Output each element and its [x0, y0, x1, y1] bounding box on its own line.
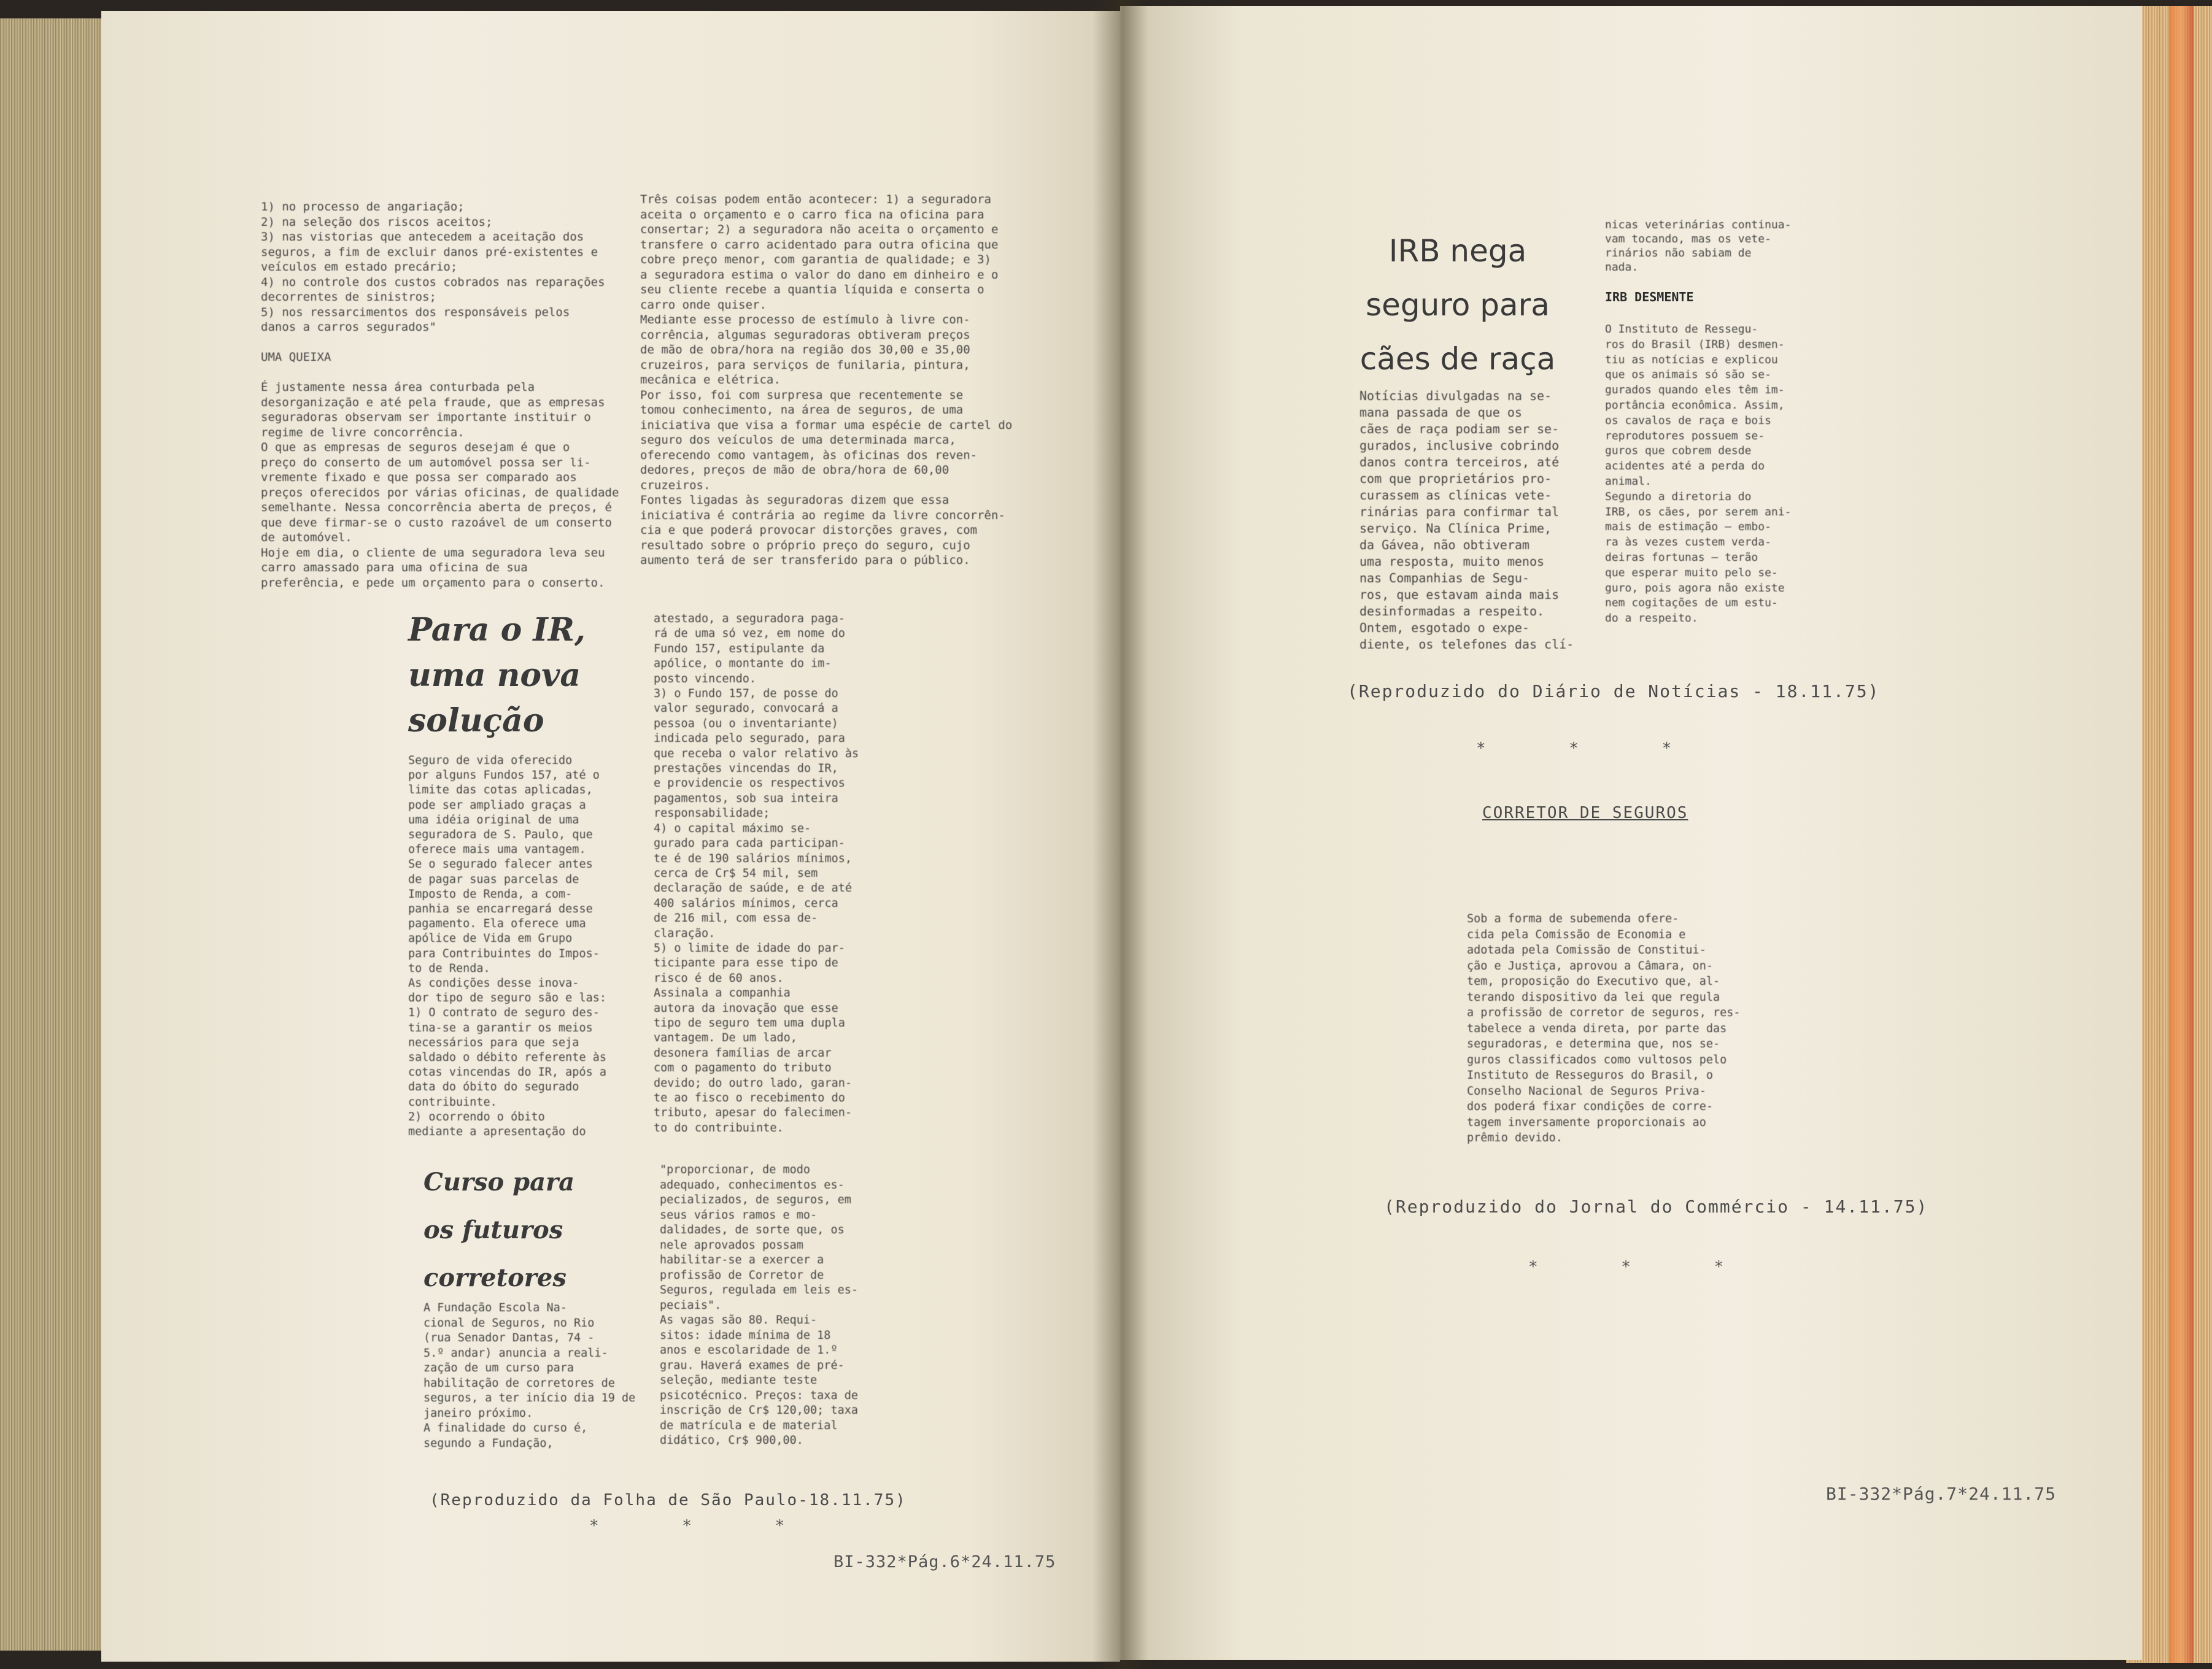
text-line: peciais". — [660, 1298, 722, 1312]
text-line: Por isso, foi com surpresa que recentemente se — [640, 388, 964, 402]
text-line: mecânica e elétrica. — [640, 373, 781, 387]
text-line: panhia se encarregará desse — [408, 903, 593, 916]
text-line: Mediante esse processo de estímulo à livre con- — [640, 313, 970, 326]
text-line: pode ser ampliado graças a — [408, 798, 586, 812]
text-line: de matrícula e de material — [660, 1419, 838, 1432]
text-line: reprodutores possuem se- — [1605, 429, 1765, 442]
text-line: saldado o débito referente às — [408, 1051, 607, 1065]
ir-heading-line-1: Para o IR, — [408, 611, 586, 649]
text-line: didático, Cr$ 900,00. — [660, 1434, 803, 1447]
text-line: Fundo 157, estipulante da — [654, 642, 825, 655]
book-gutter — [1092, 0, 1148, 1669]
text-line: tagem inversamente proporcionais ao — [1467, 1116, 1706, 1129]
text-line: 4) o capital máximo se- — [654, 822, 811, 835]
text-line: oferece mais uma vantagem. — [408, 843, 586, 857]
text-line: iniciativa que visa a formar uma espécie de cartel do — [640, 418, 1013, 432]
text-line: IRB, os cães, por serem ani- — [1605, 505, 1792, 518]
text-line: autora da inovação que esse — [654, 1001, 838, 1015]
text-line: Hoje em dia, o cliente de uma seguradora leva seu — [261, 545, 605, 560]
text-line: curassem as clínicas vete- — [1359, 488, 1552, 503]
left-page-edges — [0, 18, 104, 1651]
text-line: pecializados, de seguros, em — [660, 1193, 851, 1206]
curso-clipping-col1 — [423, 1301, 638, 1451]
text-line: pagamentos, sob sua inteira — [654, 792, 838, 805]
irb-desmente-subhead: IRB DESMENTE — [1605, 290, 1694, 304]
text-line: aceita o orçamento e o carro fica na oficina para — [640, 207, 984, 222]
text-line: rinários não sabiam de — [1605, 247, 1752, 260]
text-line: da Gávea, não obtiveram — [1359, 538, 1529, 552]
text-line: os cavalos de raça e bois — [1605, 414, 1771, 427]
text-line: indicada pelo segurado, para — [654, 732, 845, 746]
text-line: vremente fixado e que possa ser comparado aos — [261, 471, 577, 484]
text-line: 3) nas vistorias que antecedem a aceitação dos — [261, 230, 584, 244]
text-line: mana passada de que os — [1359, 405, 1522, 420]
text-line: portância econômica. Assim, — [1605, 398, 1785, 412]
text-line: 5.º andar) anuncia a reali- — [423, 1346, 608, 1360]
text-line: contribuinte. — [408, 1095, 497, 1109]
text-line: Fontes ligadas às seguradoras dizem que essa — [640, 493, 949, 507]
text-line: O Instituto de Ressegu- — [1605, 323, 1758, 336]
ir-clipping-col2 — [654, 612, 878, 1136]
text-line: de 216 mil, com essa de- — [654, 912, 818, 925]
text-line: Três coisas podem então acontecer: 1) a seguradora — [640, 193, 991, 206]
text-line: seleção, mediante teste — [660, 1374, 818, 1387]
text-line: Notícias divulgadas na se- — [1359, 388, 1552, 403]
text-line: terando dispositivo da lei que regula — [1467, 990, 1720, 1004]
text-line: 4) no controle dos custos cobrados nas reparações — [261, 275, 605, 289]
text-line: preço do conserto de um automóvel possa ser li- — [261, 455, 591, 469]
text-line: que deve firmar-se o custo razoável de um conserto — [261, 515, 612, 530]
text-line: profissão de Corretor de — [660, 1268, 824, 1282]
text-line: a profissão de corretor de seguros, res- — [1467, 1006, 1741, 1019]
text-line: Sob a forma de subemenda ofere- — [1467, 912, 1679, 925]
text-line: consertar; 2) a seguradora não aceita o orçamento e — [640, 223, 999, 236]
text-line: tem, proposição do Executivo que, al- — [1467, 975, 1720, 988]
text-line: 400 salários mínimos, cerca — [654, 896, 838, 910]
text-line: seguro dos veículos de uma determinada marca, — [640, 433, 956, 447]
text-line: rá de uma só vez, em nome do — [654, 627, 845, 641]
text-line: gurados, inclusive cobrindo — [1359, 438, 1560, 453]
text-line: segundo a Fundação, — [423, 1436, 554, 1450]
text-line: 1) no processo de angariação; — [261, 200, 465, 214]
curso-clipping-col2 — [660, 1163, 875, 1449]
text-line: que esperar muito pelo se- — [1605, 566, 1778, 579]
text-line: de automóvel. — [261, 531, 352, 544]
text-line: guros que cobrem desde — [1605, 444, 1752, 458]
text-line: com que proprietários pro- — [1359, 471, 1552, 486]
text-line: devido; do outro lado, garan- — [654, 1076, 853, 1090]
text-line: seus vários ramos e mo- — [660, 1208, 818, 1222]
text-line: Se o segurado falecer antes — [408, 858, 593, 871]
ir-clipping-heading — [408, 607, 605, 744]
irb-heading-line-1: IRB nega — [1388, 233, 1527, 269]
corretor-clipping-body — [1467, 911, 1749, 1146]
text-line: Seguros, regulada em leis es- — [660, 1284, 859, 1297]
text-line: ticipante para esse tipo de — [654, 957, 838, 970]
right-source-caption-1: (Reproduzido do Diário de Notícias - 18.11.75) — [1347, 681, 1880, 701]
text-line: ção e Justiça, aprovou a Câmara, on- — [1467, 959, 1713, 973]
text-line: adotada pela Comissão de Constitui- — [1467, 944, 1706, 957]
text-line: seguros, a ter início dia 19 de — [423, 1392, 636, 1405]
text-line: desorganização e até pela fraude, que as empresas — [261, 395, 605, 409]
text-line: janeiro próximo. — [423, 1406, 533, 1420]
text-line: O que as empresas de seguros desejam é que o — [261, 441, 570, 454]
irb-clipping-col1 — [1359, 388, 1587, 653]
text-line: te é de 190 salários mínimos, — [654, 852, 853, 865]
text-line: Instituto de Resseguros do Brasil, o — [1467, 1069, 1713, 1082]
text-line: grau. Haverá exames de pré- — [660, 1359, 845, 1372]
text-line: nicas veterinárias continua- — [1605, 218, 1792, 231]
text-line: seguradoras, e determina que, nos se- — [1467, 1038, 1720, 1050]
text-line: dalidades, de sorte que, os — [660, 1224, 845, 1236]
curso-clipping-heading — [423, 1158, 620, 1302]
text-line: responsabilidade; — [654, 807, 770, 820]
text-line: ros, que estavam ainda mais — [1359, 587, 1560, 602]
text-line: uma idéia original de uma — [408, 813, 579, 827]
text-line: tipo de seguro tem uma dupla — [654, 1016, 845, 1030]
text-line: que receba o valor relativo às — [654, 747, 859, 760]
text-line: cional de Seguros, no Rio — [423, 1316, 595, 1330]
text-line: nele aprovados possam — [660, 1238, 803, 1252]
text-line: As vagas são 80. Requi- — [660, 1314, 818, 1327]
ir-clipping-col1 — [408, 754, 623, 1139]
text-line: cruzeiros. — [640, 478, 711, 492]
text-line: prêmio devido. — [1467, 1131, 1563, 1144]
text-line: apólice de Vida em Grupo — [408, 932, 573, 946]
text-line: pagamento. Ela oferece uma — [408, 917, 586, 931]
text-line — [261, 335, 611, 350]
text-line: declaração de saúde, e de até — [654, 882, 853, 895]
left-page-number: BI-332*Pág.6*24.11.75 — [833, 1552, 1056, 1571]
text-line: (rua Senador Dantas, 74 - — [423, 1332, 595, 1344]
text-line: a seguradora estima o valor do dano em dinheiro e o — [640, 268, 999, 282]
text-line: cobre preço menor, com garantia de qualidade; e 3) — [640, 253, 991, 266]
text-line: habilitação de corretores de — [423, 1376, 615, 1390]
text-line: danos contra terceiros, até — [1359, 455, 1560, 469]
text-line: Seguro de vida oferecido — [408, 754, 573, 767]
text-line: gurado para cada participan- — [654, 837, 845, 850]
text-line: resultado sobre o próprio preço do seguro, cujo — [640, 538, 970, 552]
text-line: vam tocando, mas os vete- — [1605, 233, 1771, 245]
text-line: limite das cotas aplicadas, — [408, 784, 593, 797]
text-line: dos poderá fixar condições de corre- — [1467, 1100, 1713, 1113]
text-line: desinformadas a respeito. — [1359, 604, 1545, 619]
irb-clipping-heading — [1353, 224, 1562, 386]
text-line: preferência, e pede um orçamento para o conserto. — [261, 576, 605, 590]
text-line: regime de livre concorrência. — [261, 425, 465, 439]
text-line: mais de estimação — embo- — [1605, 520, 1771, 534]
text-line: tiu as notícias e explicou — [1605, 353, 1778, 366]
text-line: seguradora de S. Paulo, que — [408, 828, 593, 842]
text-line: cerca de Cr$ 54 mil, sem — [654, 866, 818, 880]
text-line: danos a carros segurados" — [261, 320, 436, 334]
text-line: carro onde quiser. — [640, 298, 767, 312]
text-line: 5) o limite de idade do par- — [654, 941, 845, 955]
text-line: guro, pois agora não existe — [1605, 581, 1785, 595]
text-line: to de Renda. — [408, 962, 490, 975]
right-source-caption-2: (Reproduzido do Jornal do Commércio - 14.11.75) — [1384, 1197, 1928, 1217]
text-line: do a respeito. — [1605, 612, 1698, 625]
text-line: Assinala a companhia — [654, 987, 791, 1000]
text-line: A Fundação Escola Na- — [423, 1301, 567, 1314]
right-separator-stars-2: * * * — [1528, 1258, 1761, 1276]
text-line: cruzeiros, para serviços de funilaria, pintura, — [640, 358, 970, 372]
text-line: decorrentes de sinistros; — [261, 290, 436, 304]
text-line: data do óbito do segurado — [408, 1081, 579, 1094]
text-line: tina-se a garantir os meios — [408, 1021, 593, 1035]
irb-clipping-col2 — [1605, 322, 1808, 626]
text-line: corrência, algumas seguradoras obtiveram preços — [640, 328, 970, 342]
curso-heading-line-1: Curso para — [423, 1168, 574, 1197]
text-line: cia e que poderá provocar distorções graves, com — [640, 523, 978, 537]
text-line: de mão de obra/hora na região dos 30,00 e 35,00 — [640, 343, 970, 357]
text-line: 1) O contrato de seguro des- — [408, 1006, 600, 1020]
text-line: prestações vincendas do IR, — [654, 762, 838, 776]
curso-heading-line-2: os futuros — [423, 1216, 563, 1244]
text-line: 3) o Fundo 157, de posse do — [654, 687, 838, 701]
text-line: cotas vincendas do IR, após a — [408, 1066, 607, 1079]
text-line: seguros, a fim de excluir danos pré-existentes e — [261, 245, 598, 259]
text-line: diente, os telefones das clí- — [1359, 637, 1574, 652]
text-line: vantagem. De um lado, — [654, 1031, 797, 1045]
right-separator-stars-1: * * * — [1476, 739, 1709, 758]
text-line: rinárias para confirmar tal — [1359, 504, 1560, 519]
irb-clipping-col2-top — [1605, 218, 1808, 274]
text-line: 2) na seleção dos riscos aceitos; — [261, 215, 493, 229]
text-line: guros classificados como vultosos pelo — [1467, 1053, 1727, 1066]
text-line: Segundo a diretoria do — [1605, 490, 1752, 503]
irb-heading-line-3: cães de raça — [1359, 341, 1556, 377]
text-line: As condições desse inova- — [408, 977, 579, 990]
text-line: sitos: idade mínima de 18 — [660, 1328, 831, 1342]
text-line: preços oferecidos por várias oficinas, de qualidade — [261, 485, 619, 499]
clipping-top-col1 — [261, 199, 619, 590]
clipping-top-col2 — [640, 192, 1013, 568]
text-line: serviço. Na Clínica Prime, — [1359, 521, 1552, 536]
text-line: tomou conhecimento, na área de seguros, de uma — [640, 403, 964, 417]
text-line: 5) nos ressarcimentos dos responsáveis pelos — [261, 305, 570, 319]
right-page-number: BI-332*Pág.7*24.11.75 — [1826, 1484, 2057, 1504]
text-line: nem cogitações de um estu- — [1605, 596, 1778, 610]
text-line: ra às vezes custem verda- — [1605, 536, 1771, 549]
text-line: nada. — [1605, 261, 1639, 274]
text-line: habilitar-se a exercer a — [660, 1254, 824, 1266]
text-line: uma resposta, muito menos — [1359, 554, 1545, 569]
text-line: desonera famílias de arcar — [654, 1046, 832, 1060]
text-line: ros do Brasil (IRB) desmen- — [1605, 337, 1785, 351]
text-line: oferecendo como vantagem, às oficinas dos reven- — [640, 448, 978, 462]
text-line: aumento terá de ser transferido para o público. — [640, 553, 970, 567]
text-line: risco é de 60 anos. — [654, 971, 784, 985]
text-line: É justamente nessa área conturbada pela — [261, 380, 535, 394]
text-line: animal. — [1605, 474, 1652, 488]
text-line: cães de raça podiam ser se- — [1359, 422, 1560, 436]
text-line: pessoa (ou o inventariante) — [654, 717, 838, 730]
ir-heading-line-3: solução — [408, 702, 544, 739]
text-line: to do contribuinte. — [654, 1121, 784, 1135]
text-line: veículos em estado precário; — [261, 260, 458, 274]
text-line: tributo, apesar do falecimen- — [654, 1106, 853, 1120]
text-line: seu cliente recebe a quantia líquida e conserta o — [640, 283, 984, 296]
text-line: Imposto de Renda, a com- — [408, 887, 573, 901]
text-line: mediante a apresentação do — [408, 1125, 586, 1139]
text-line: necessários para que seja — [408, 1036, 579, 1049]
text-line: por alguns Fundos 157, até o — [408, 769, 600, 782]
text-line: A finalidade do curso é, — [423, 1422, 588, 1435]
text-line: que os animais só são se- — [1605, 368, 1771, 382]
left-separator-stars: * * * — [589, 1517, 822, 1535]
text-line: Conselho Nacional de Seguros Priva- — [1467, 1084, 1706, 1098]
text-line: cida pela Comissão de Economia e — [1467, 928, 1686, 941]
text-line: iniciativa é contrária ao regime da livre concorrên- — [640, 508, 1005, 522]
text-line: anos e escolaridade de 1.º — [660, 1344, 838, 1357]
text-line: claração. — [654, 927, 716, 940]
text-line: de pagar suas parcelas de — [408, 873, 579, 886]
text-line: transfere o carro acidentado para outra oficina que — [640, 237, 999, 252]
text-line: nas Companhias de Segu- — [1359, 571, 1529, 585]
text-line: zação de um curso para — [423, 1362, 574, 1374]
text-line: carro amassado para uma oficina de sua — [261, 561, 528, 574]
text-line: seguradoras observam ser importante instituir o — [261, 411, 591, 424]
text-line: gurados quando eles têm im- — [1605, 384, 1785, 397]
text-line: "proporcionar, de modo — [660, 1163, 811, 1176]
text-line — [261, 365, 611, 380]
left-source-caption: (Reproduzido da Folha de São Paulo-18.11.75) — [430, 1491, 907, 1509]
text-line: dor tipo de seguro são e las: — [408, 992, 607, 1005]
text-line: valor segurado, convocará a — [654, 702, 838, 715]
text-line: apólice, o montante do im- — [654, 657, 832, 671]
text-line: tabelece a venda direta, por parte das — [1467, 1022, 1727, 1035]
text-line: Ontem, esgotado o expe- — [1359, 620, 1529, 635]
curso-heading-line-3: corretores — [423, 1263, 567, 1292]
text-line: 2) ocorrendo o óbito — [408, 1110, 545, 1124]
text-line: te ao fisco o recebimento do — [654, 1092, 845, 1104]
text-line: acidentes até a perda do — [1605, 460, 1765, 473]
corretor-section-title: CORRETOR DE SEGUROS — [1482, 804, 1688, 822]
text-line: psicotécnico. Preços: taxa de — [660, 1389, 859, 1402]
text-line: posto vincendo. — [654, 672, 757, 685]
text-line: inscrição de Cr$ 120,00; taxa — [660, 1404, 859, 1417]
irb-heading-line-2: seguro para — [1366, 287, 1550, 323]
text-line: adequado, conhecimentos es- — [660, 1178, 845, 1192]
text-line: semelhante. Nessa concorrência aberta de preços, é — [261, 501, 612, 514]
text-line: para Contribuintes do Impos- — [408, 947, 600, 960]
text-line: e providencie os respectivos — [654, 777, 845, 790]
text-line: dedores, preços de mão de obra/hora de 60,00 — [640, 463, 949, 477]
text-line: com o pagamento do tributo — [654, 1062, 832, 1075]
text-line: deiras fortunas — terão — [1605, 550, 1758, 564]
text-line: atestado, a seguradora paga- — [654, 612, 845, 625]
ir-heading-line-2: uma nova — [408, 657, 581, 694]
text-line: UMA QUEIXA — [261, 350, 331, 364]
